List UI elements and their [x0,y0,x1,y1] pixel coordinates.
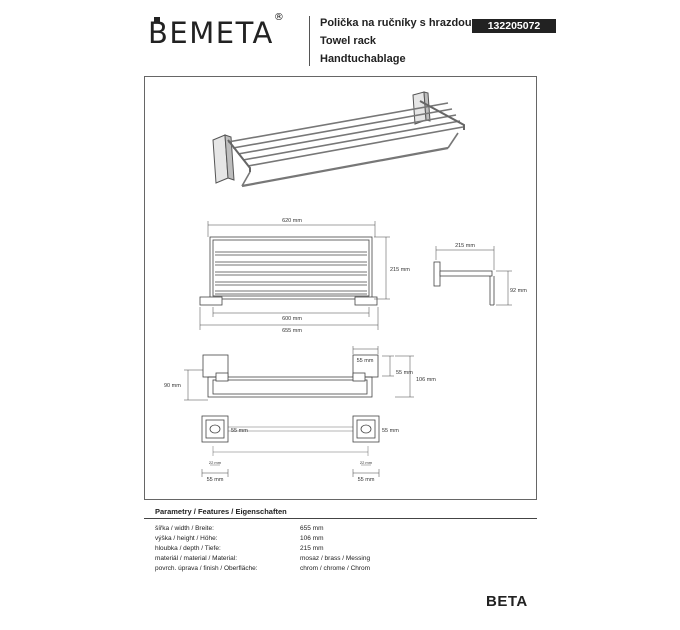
parameters-title: Parametry / Features / Eigenschaften [155,507,287,516]
dim-bracket-width: 55 mm [356,358,374,364]
dim-bottom-right: 55 mm [357,477,375,483]
side-view [434,246,512,305]
param-value-finish: chrom / chrome / Chrom [300,565,371,572]
title-cz: Polička na ručníky s hrazdou [320,17,472,29]
param-value-depth: 215 mm [300,545,324,552]
param-label-finish: povrch. úprava / finish / Oberfläche: [155,565,258,572]
title-en: Towel rack [320,35,377,47]
param-value-material: mosaz / brass / Messing [300,555,371,562]
dim-hole-right: 22 mm [359,460,373,465]
title-de: Handtuchablage [320,53,406,65]
param-label-depth: hloubka / depth / Tiefe: [155,545,221,552]
top-view [184,346,414,400]
param-label-height: výška / height / Höhe: [155,535,218,542]
param-value-height: 106 mm [300,535,324,542]
dim-width-top: 620 mm [282,218,302,224]
front-view [200,221,390,330]
param-label-width: šířka / width / Breite: [155,525,214,532]
dim-bracket-depth: 55 mm [396,370,413,376]
mount-view [202,416,379,477]
product-illustration [213,92,464,186]
dim-depth: 215 mm [455,243,475,249]
product-code: 132205072 [472,19,556,33]
dim-side-height: 92 mm [510,288,527,294]
param-label-material: materiál / material / Material: [155,555,237,562]
registered-mark: ® [273,12,286,23]
brand-name: BEMETA [148,16,274,50]
dim-height: 215 mm [390,267,410,273]
dim-hole-left: 22 mm [208,460,222,465]
dim-plate-right: 55 mm [382,428,399,434]
param-value-width: 655 mm [300,525,324,532]
dim-depth-left: 90 mm [164,383,181,389]
dim-plate-left: 55 mm [231,428,248,434]
parameters-divider [144,518,537,519]
dim-depth-total: 106 mm [416,377,436,383]
dim-bottom-left: 55 mm [206,477,224,483]
dim-width-total: 655 mm [282,328,302,334]
series-name: BETA [486,593,528,610]
dim-width-inner: 600 mm [282,316,302,322]
